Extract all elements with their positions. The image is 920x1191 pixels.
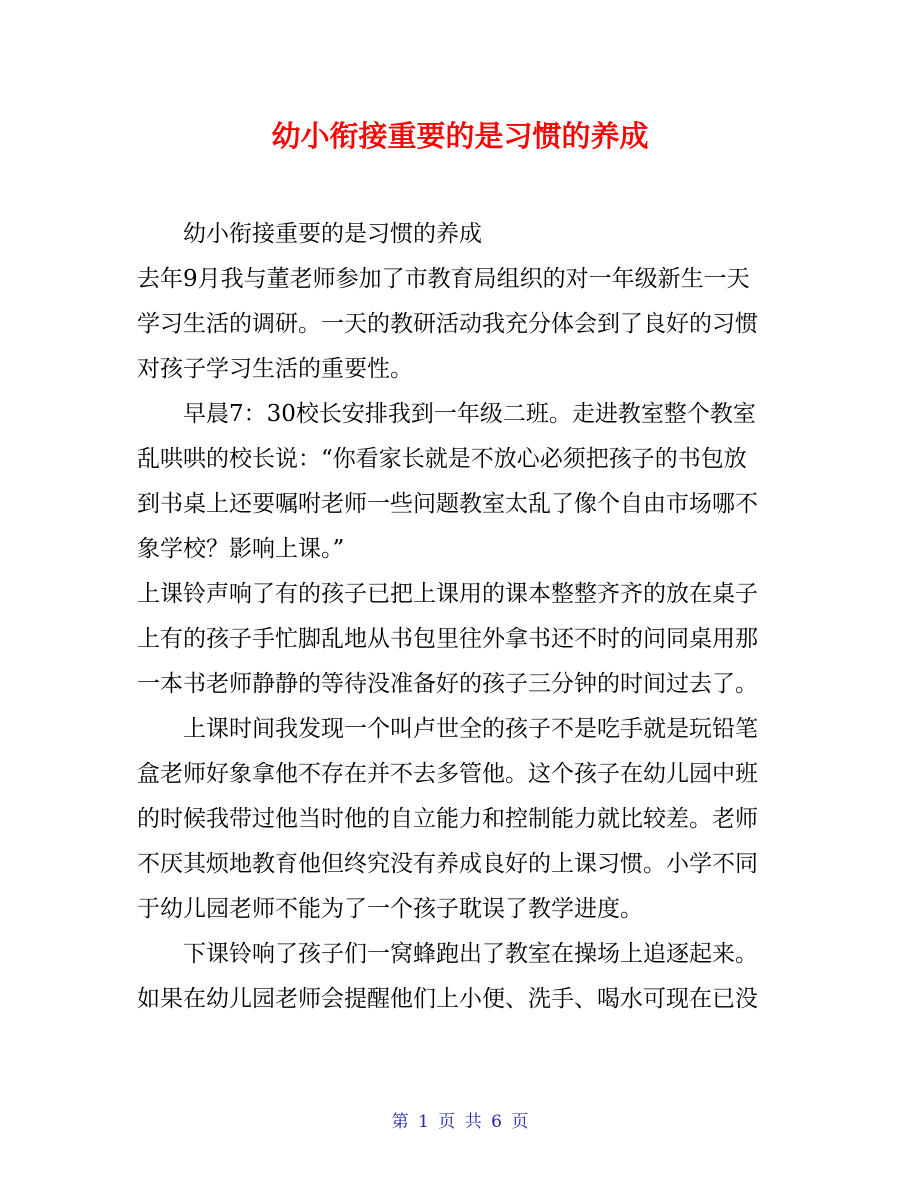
text-line: 学习生活的调研。一天的教研活动我充分体会到了良好的习惯 <box>137 311 758 337</box>
page-footer: 第 1 页 共 6 页 <box>391 1112 529 1132</box>
text-line: 下课铃响了孩子们一窝蜂跑出了教室在操场上追逐起来。 <box>183 941 758 967</box>
text-line: 如果在幼儿园老师会提醒他们上小便、洗手、喝水可现在已没 <box>137 986 758 1012</box>
text-line: 早晨7：30校长安排我到一年级二班。走进教室整个教室 <box>183 401 756 427</box>
text-line: 于幼儿园老师不能为了一个孩子耽误了教学进度。 <box>137 896 643 922</box>
text-line: 幼小衔接重要的是习惯的养成 <box>183 221 482 247</box>
text-line: 上有的孩子手忙脚乱地从书包里往外拿书还不时的问同桌用那 <box>137 626 758 652</box>
text-line: 不厌其烦地教育他但终究没有养成良好的上课习惯。小学不同 <box>137 851 758 877</box>
document-body <box>137 212 787 1022</box>
text-line: 上课时间我发现一个叫卢世全的孩子不是吃手就是玩铅笔 <box>183 716 758 742</box>
text-line: 的时候我带过他当时他的自立能力和控制能力就比较差。老师 <box>137 806 758 832</box>
text-line: 对孩子学习生活的重要性。 <box>137 356 413 382</box>
text-line: 一本书老师静静的等待没准备好的孩子三分钟的时间过去了。 <box>137 671 758 697</box>
text-line: 盒老师好象拿他不存在并不去多管他。这个孩子在幼儿园中班 <box>137 761 758 787</box>
text-line: 上课铃声响了有的孩子已把上课用的课本整整齐齐的放在桌子 <box>137 581 758 607</box>
text-line: 到书桌上还要嘱咐老师一些问题教室太乱了像个自由市场哪不 <box>137 491 758 517</box>
text-line: 去年9月我与董老师参加了市教育局组织的对一年级新生一天 <box>137 266 750 292</box>
text-line: 象学校？影响上课。” <box>137 536 345 562</box>
document-title: 幼小衔接重要的是习惯的养成 <box>271 119 649 153</box>
text-line: 乱哄哄的校长说：“你看家长就是不放心必须把孩子的书包放 <box>137 446 747 472</box>
